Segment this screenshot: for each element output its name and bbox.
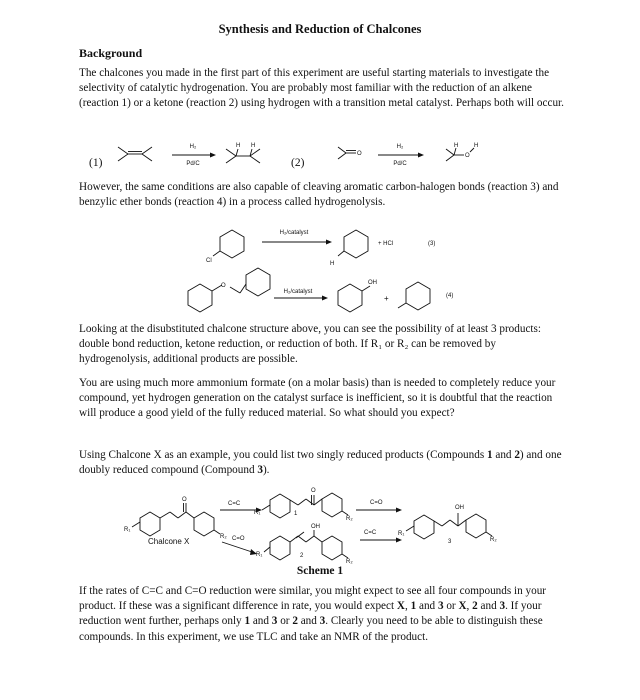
arrow-cc-reduction-3	[360, 530, 405, 543]
oxygen-label: O	[311, 488, 316, 494]
chalcone-x-label: Chalcone X	[148, 537, 190, 546]
scheme-caption: Scheme 1	[296, 565, 344, 577]
h-label: H	[236, 143, 241, 149]
compound-2-number: 2	[300, 553, 304, 559]
reaction-1-number: (1)	[89, 157, 103, 169]
r1-label: R₁	[398, 531, 405, 537]
compound-1-structure	[254, 488, 353, 522]
compound-3-structure	[398, 505, 497, 545]
cc-label: C=C	[364, 530, 377, 536]
reaction-4-number: (4)	[446, 293, 454, 299]
hydroxyl-label: OH	[311, 524, 320, 530]
oxygen-label: O	[357, 151, 362, 157]
r1-label: R₁	[254, 510, 261, 516]
compound-3-number: 3	[448, 539, 452, 545]
r1-label: R₁	[124, 527, 131, 533]
r1-label: R₁	[256, 552, 263, 558]
compound-1-number: 1	[294, 511, 298, 517]
paragraph-expectation: You are using much more ammonium formate (on a molar basis) than is needed to completely reduce your compound, yet hydrogen generation on the catalyst surface is inefficient, so it is doubtful that the reaction will produce a good yield of the fully reduced material. So what should you expect?	[79, 377, 556, 420]
r2-label: R₂	[220, 534, 227, 540]
compound-2-structure	[256, 524, 353, 565]
pdc-label: Pd/C	[393, 161, 407, 167]
hcl-label: + HCl	[378, 241, 394, 247]
co-label: C=O	[370, 500, 383, 506]
r2-label: R₂	[346, 516, 353, 522]
chlorine-label: Cl	[206, 258, 212, 264]
pdc-label: Pd/C	[186, 161, 200, 167]
h-label: H	[474, 143, 479, 149]
arrow-co-reduction-2	[222, 536, 257, 555]
page-title: Synthesis and Reduction of Chalcones	[218, 22, 422, 36]
paragraph-hydrogenolysis: However, the same conditions are also capable of cleaving aromatic carbon-halogen bonds (reaction 3) and benzylic ether bonds (reaction 4) in a process called hydrogenolysis.	[79, 181, 559, 209]
chalcone-x-structure	[124, 497, 227, 546]
h-label: H	[251, 143, 256, 149]
oxygen-label: O	[221, 283, 226, 289]
cc-label: C=C	[228, 501, 241, 507]
co-label: C=O	[232, 536, 245, 542]
section-heading: Background	[79, 46, 143, 60]
h2-label: H₂	[396, 144, 404, 150]
catalyst-label: H₂/catalyst	[279, 230, 309, 236]
paragraph-intro: The chalcones you made in the first part of this experiment are useful starting materials to investigate the selectivity of catalytic hydrogenation. You are probably most familiar with the reduction of an alkene (reaction 1) or a ketone (reaction 2) using hydrogen with a transition metal catalyst. Perhaps both will occur.	[79, 67, 564, 110]
hydroxyl-label: OH	[368, 280, 377, 286]
paragraph-chalcone-example: Using Chalcone X as an example, you could list two singly reduced products (Compounds 1 and 2) and one doubly reduced compound (Compound 3).	[79, 449, 562, 477]
oxygen-label: O	[465, 153, 470, 159]
oxygen-label: O	[182, 497, 187, 503]
reaction-2-number: (2)	[291, 157, 305, 169]
plus-sign: +	[384, 294, 389, 303]
paragraph-rates: If the rates of C=C and C=O reduction were similar, you might expect to see all four compounds in your product. If these was a significant difference in rate, you would expect X, 1 and 3 or X, 2 and 3. If your reduction went further, perhaps only 1 and 3 or 2 and 3. Clearly you need to be able to distinguish these compounds. In this experiment, we use TLC and take an NMR of the product.	[79, 585, 547, 643]
hydroxyl-label: OH	[455, 505, 464, 511]
catalyst-label: H₂/catalyst	[283, 289, 313, 295]
r2-label: R₂	[346, 559, 353, 565]
h2-label: H₂	[189, 144, 197, 150]
reaction-3-number: (3)	[428, 241, 436, 247]
r2-label: R₂	[490, 537, 497, 543]
h-label: H	[330, 261, 335, 267]
h-label: H	[454, 143, 459, 149]
paragraph-possible-products: Looking at the disubstituted chalcone structure above, you can see the possibility of at least 3 products: double bond reduction, ketone reduction, or reduction of both. If R₁ or R₂ can be removed by hydrogenolysis, additional products are possible.	[79, 323, 541, 366]
arrow-co-reduction-3	[356, 500, 402, 513]
